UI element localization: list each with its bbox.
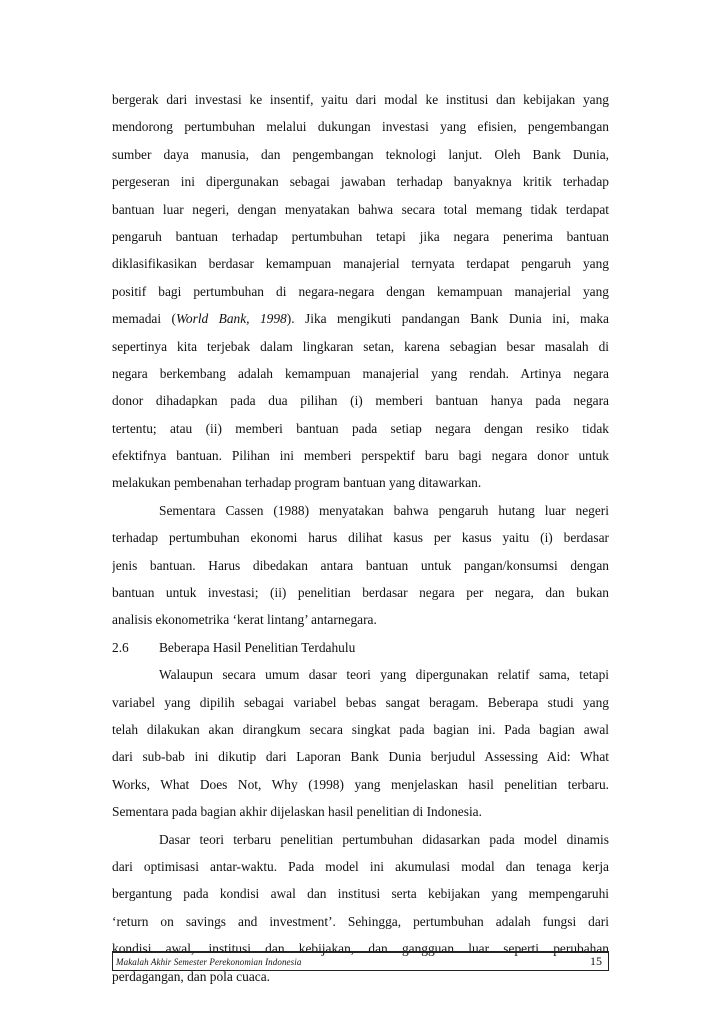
text-line: telah dilakukan akan dirangkum secara singkat pada bagian ini. Pada bagian awal bbox=[112, 721, 609, 737]
text-line: dari sub-bab ini dikutip dari Laporan Bank Dunia berjudul Assessing Aid: What bbox=[112, 749, 609, 765]
text-line: bergerak dari investasi ke insentif, yaitu dari modal ke institusi dan kebijakan yang bbox=[112, 92, 609, 107]
text-line: ‘return on savings and investment’. Sehingga, pertumbuhan adalah fungsi dari bbox=[112, 913, 609, 929]
footer-title: Makalah Akhir Semester Perekonomian Indonesia bbox=[116, 956, 302, 967]
paragraph-3 bbox=[112, 661, 609, 825]
text-line: positif bagi pertumbuhan di negara-negara dengan kemampuan manajerial yang bbox=[112, 283, 609, 299]
text-line: variabel yang dipilih sebagai variabel bebas sangat beragam. Beberapa studi yang bbox=[112, 694, 609, 710]
text-line-citation bbox=[112, 305, 609, 332]
text-line: pergeseran ini dipergunakan sebagai jawaban terhadap banyaknya kritik terhadap bbox=[112, 174, 609, 190]
section-number: 2.6 bbox=[112, 639, 129, 655]
section-title: Beberapa Hasil Penelitian Terdahulu bbox=[159, 639, 356, 655]
text-line: jenis bantuan. Harus dibedakan antara bantuan untuk pangan/konsumsi dengan bbox=[112, 557, 609, 573]
text-line: perdagangan, dan pola cuaca. bbox=[112, 968, 271, 984]
text-line: donor dihadapkan pada dua pilihan (i) memberi bantuan hanya pada negara bbox=[112, 393, 609, 409]
text-line: Sementara Cassen (1988) menyatakan bahwa pengaruh hutang luar negeri bbox=[159, 502, 609, 518]
text-line: dari optimisasi antar-waktu. Pada model ini akumulasi modal dan tenaga kerja bbox=[112, 858, 609, 874]
text-line: kondisi awal, institusi dan kebijakan, dan gangguan luar seperti perubahan bbox=[112, 941, 609, 957]
text-line: melakukan pembenahan terhadap program bantuan yang ditawarkan. bbox=[112, 475, 482, 491]
citation-suffix: ). Jika mengikuti pandangan Bank Dunia ini, maka bbox=[286, 311, 609, 327]
page-footer bbox=[112, 951, 609, 971]
text-line: pengaruh bantuan terhadap pertumbuhan tetapi jika negara penerima bantuan bbox=[112, 228, 609, 244]
page-body bbox=[112, 86, 609, 990]
text-line: Works, What Does Not, Why (1998) yang menjelaskan hasil penelitian terbaru. bbox=[112, 776, 609, 792]
text-line: bantuan untuk investasi; (ii) penelitian berdasar negara per negara, dan bukan bbox=[112, 585, 609, 601]
text-line: diklasifikasikan berdasar kemampuan manajerial ternyata terdapat pengaruh yang bbox=[112, 256, 609, 272]
text-line: Sementara pada bagian akhir dijelaskan hasil penelitian di Indonesia. bbox=[112, 804, 482, 820]
text-line: efektifnya bantuan. Pilihan ini memberi perspektif baru bagi negara donor untuk bbox=[112, 448, 609, 464]
text-line: sepertinya kita terjebak dalam lingkaran setan, karena sebagian besar masalah di bbox=[112, 338, 609, 354]
text-line: bantuan luar negeri, dengan menyatakan bahwa secara total memang tidak terdapat bbox=[112, 201, 609, 217]
text-line: Dasar teori terbaru penelitian pertumbuhan didasarkan pada model dinamis bbox=[159, 831, 609, 847]
citation-italic: World Bank, 1998 bbox=[175, 311, 287, 327]
text-line: terhadap pertumbuhan ekonomi harus dilihat kasus per kasus yaitu (i) berdasar bbox=[112, 530, 609, 546]
section-heading bbox=[112, 634, 609, 661]
text-line: Walaupun secara umum dasar teori yang dipergunakan relatif sama, tetapi bbox=[159, 667, 609, 683]
paragraph-2 bbox=[112, 497, 609, 634]
text-line: tertentu; atau (ii) memberi bantuan pada setiap negara dengan resiko tidak bbox=[112, 420, 609, 436]
text-line: sumber daya manusia, dan pengembangan teknologi lanjut. Oleh Bank Dunia, bbox=[112, 146, 609, 162]
text-line: analisis ekonometrika ‘kerat lintang’ antarnegara. bbox=[112, 612, 377, 628]
paragraph-1 bbox=[112, 86, 609, 497]
text-line: mendorong pertumbuhan melalui dukungan investasi yang efisien, pengembangan bbox=[112, 119, 609, 135]
text-line: bergantung pada kondisi awal dan institusi serta kebijakan yang mempengaruhi bbox=[112, 886, 609, 902]
page-number: 15 bbox=[590, 954, 602, 968]
text-line: negara berkembang adalah kemampuan manajerial yang rendah. Artinya negara bbox=[112, 365, 609, 381]
citation-prefix: memadai ( bbox=[112, 311, 176, 327]
